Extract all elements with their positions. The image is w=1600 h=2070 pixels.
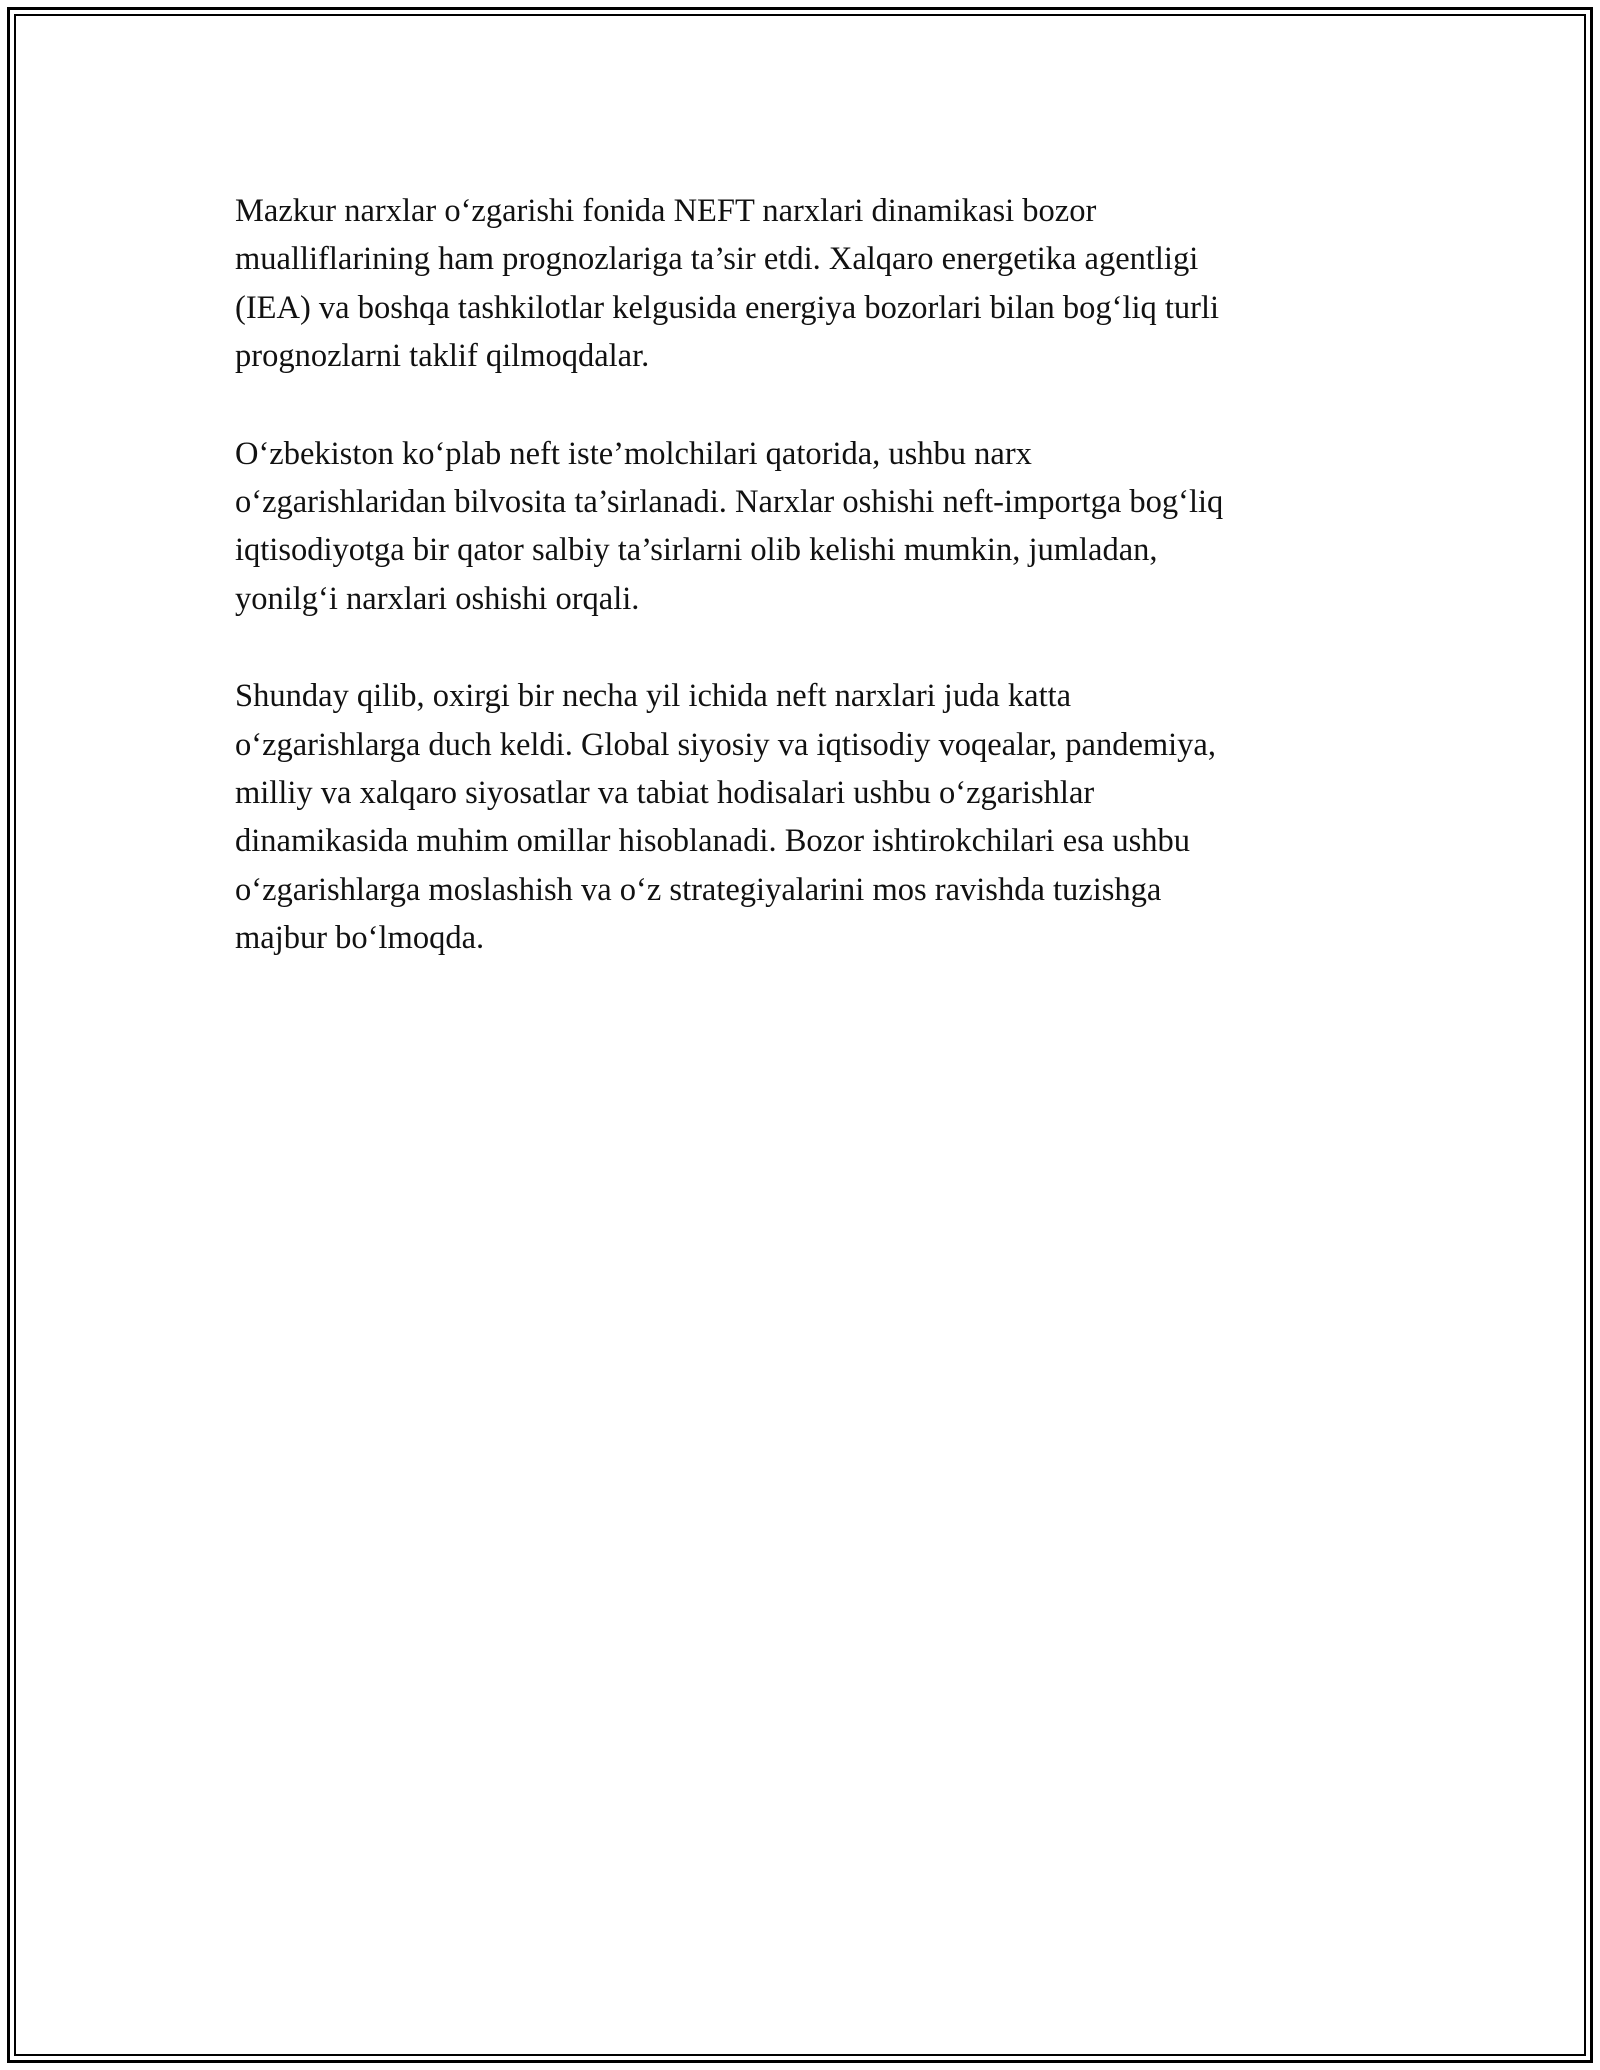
document-body <box>235 187 1365 1012</box>
paragraph-2: O‘zbekiston ko‘plab neft iste’molchilari qatorida, ushbu narx o‘zgarishlaridan bilvosita ta’sirlanadi. Narxlar oshishi neft-importga bog‘liq iqtisodiyotga bir qator salbiy ta’sirlarni olib kelishi mumkin, jumladan, yonilg‘i narxlari oshishi orqali. <box>235 435 1224 617</box>
paragraph-3: Shunday qilib, oxirgi bir necha yil ichida neft narxlari juda katta o‘zgarishlarga duch keldi. Global siyosiy va iqtisodiy voqealar, pandemiya, milliy va xalqaro siyosatlar va tabiat hodisalari ushbu o‘zgarishlar dinamikasida muhim omillar hisoblanadi. Bozor ishtirokchilari esa ushbu o‘zgarishlarga moslashish va o‘z strategiyalarini mos ravishda tuzishga majbur bo‘lmoqda. <box>235 678 1216 957</box>
paragraph-1: Mazkur narxlar o‘zgarishi fonida NEFT narxlari dinamikasi bozor mualliflarining ham prognozlariga ta’sir etdi. Xalqaro energetika agentligi (IEA) va boshqa tashkilotlar kelgusida energiya bozorlari bilan bog‘liq turli prognozlarni taklif qilmoqdalar. <box>235 193 1220 375</box>
